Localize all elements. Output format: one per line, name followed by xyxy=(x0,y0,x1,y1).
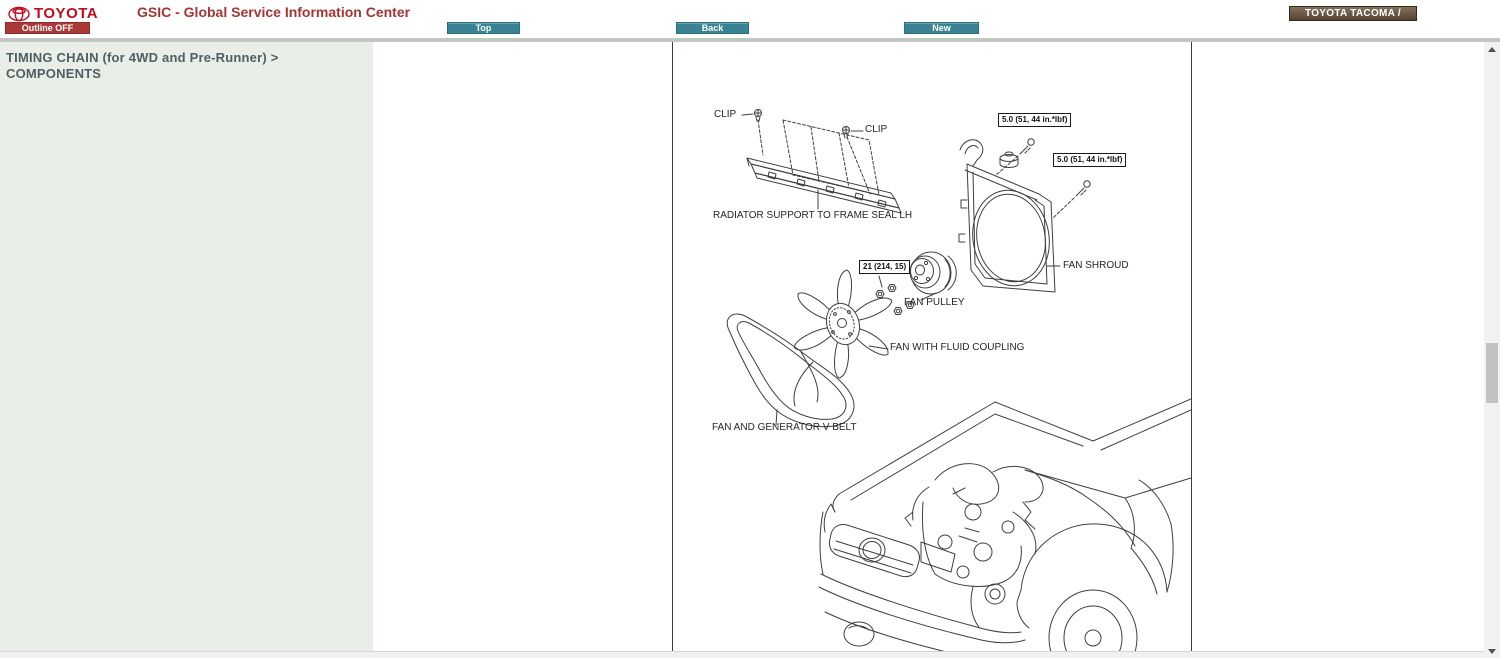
toyota-logo xyxy=(8,5,98,22)
fan-pulley-drawing xyxy=(910,252,956,300)
vehicle-badge[interactable]: TOYOTA TACOMA / xyxy=(1289,6,1417,21)
radiator-seal-label: RADIATOR SUPPORT TO FRAME SEAL LH xyxy=(713,210,913,221)
fan-shroud-label: FAN SHROUD xyxy=(1063,260,1129,271)
new-button[interactable]: New xyxy=(904,22,979,34)
clip-right-label: CLIP xyxy=(865,124,888,135)
torque-spec-shroud-upper: 5.0 (51, 44 in.*lbf) xyxy=(998,113,1071,127)
scroll-down-icon xyxy=(1488,649,1496,654)
top-button[interactable]: Top xyxy=(447,22,520,34)
sidebar xyxy=(0,42,373,651)
scroll-up-icon xyxy=(1488,47,1496,52)
torque-spec-shroud-lower: 5.0 (51, 44 in.*lbf) xyxy=(1053,153,1126,167)
v-belt-label: FAN AND GENERATOR V BELT xyxy=(712,422,857,433)
diagram-frame-right-border xyxy=(1191,42,1192,651)
components-diagram xyxy=(673,42,1191,651)
fan-pulley-label: FAN PULLEY xyxy=(904,297,965,308)
brand-name: TOYOTA xyxy=(34,5,99,22)
header-bar xyxy=(0,0,1500,38)
scroll-down-button[interactable] xyxy=(1484,644,1500,658)
fan-fluid-coupling-label: FAN WITH FLUID COUPLING xyxy=(890,342,1025,353)
bottom-edge-strip xyxy=(0,651,1484,658)
vertical-scrollbar[interactable] xyxy=(1484,42,1500,658)
page-title: GSIC - Global Service Information Center xyxy=(137,4,411,20)
truck-drawing xyxy=(819,399,1191,651)
clip-left-label: CLIP xyxy=(714,109,737,120)
scrollbar-thumb[interactable] xyxy=(1486,343,1498,403)
breadcrumb-title: TIMING CHAIN (for 4WD and Pre-Runner) > COMPONENTS xyxy=(6,50,279,82)
outline-off-button[interactable]: Outline OFF xyxy=(5,22,90,34)
back-button[interactable]: Back xyxy=(676,22,749,34)
scroll-up-button[interactable] xyxy=(1484,42,1500,56)
toyota-emblem-icon xyxy=(8,6,30,22)
fan-drawing xyxy=(792,270,894,378)
torque-spec-fan-nuts: 21 (214, 15) xyxy=(859,260,910,274)
